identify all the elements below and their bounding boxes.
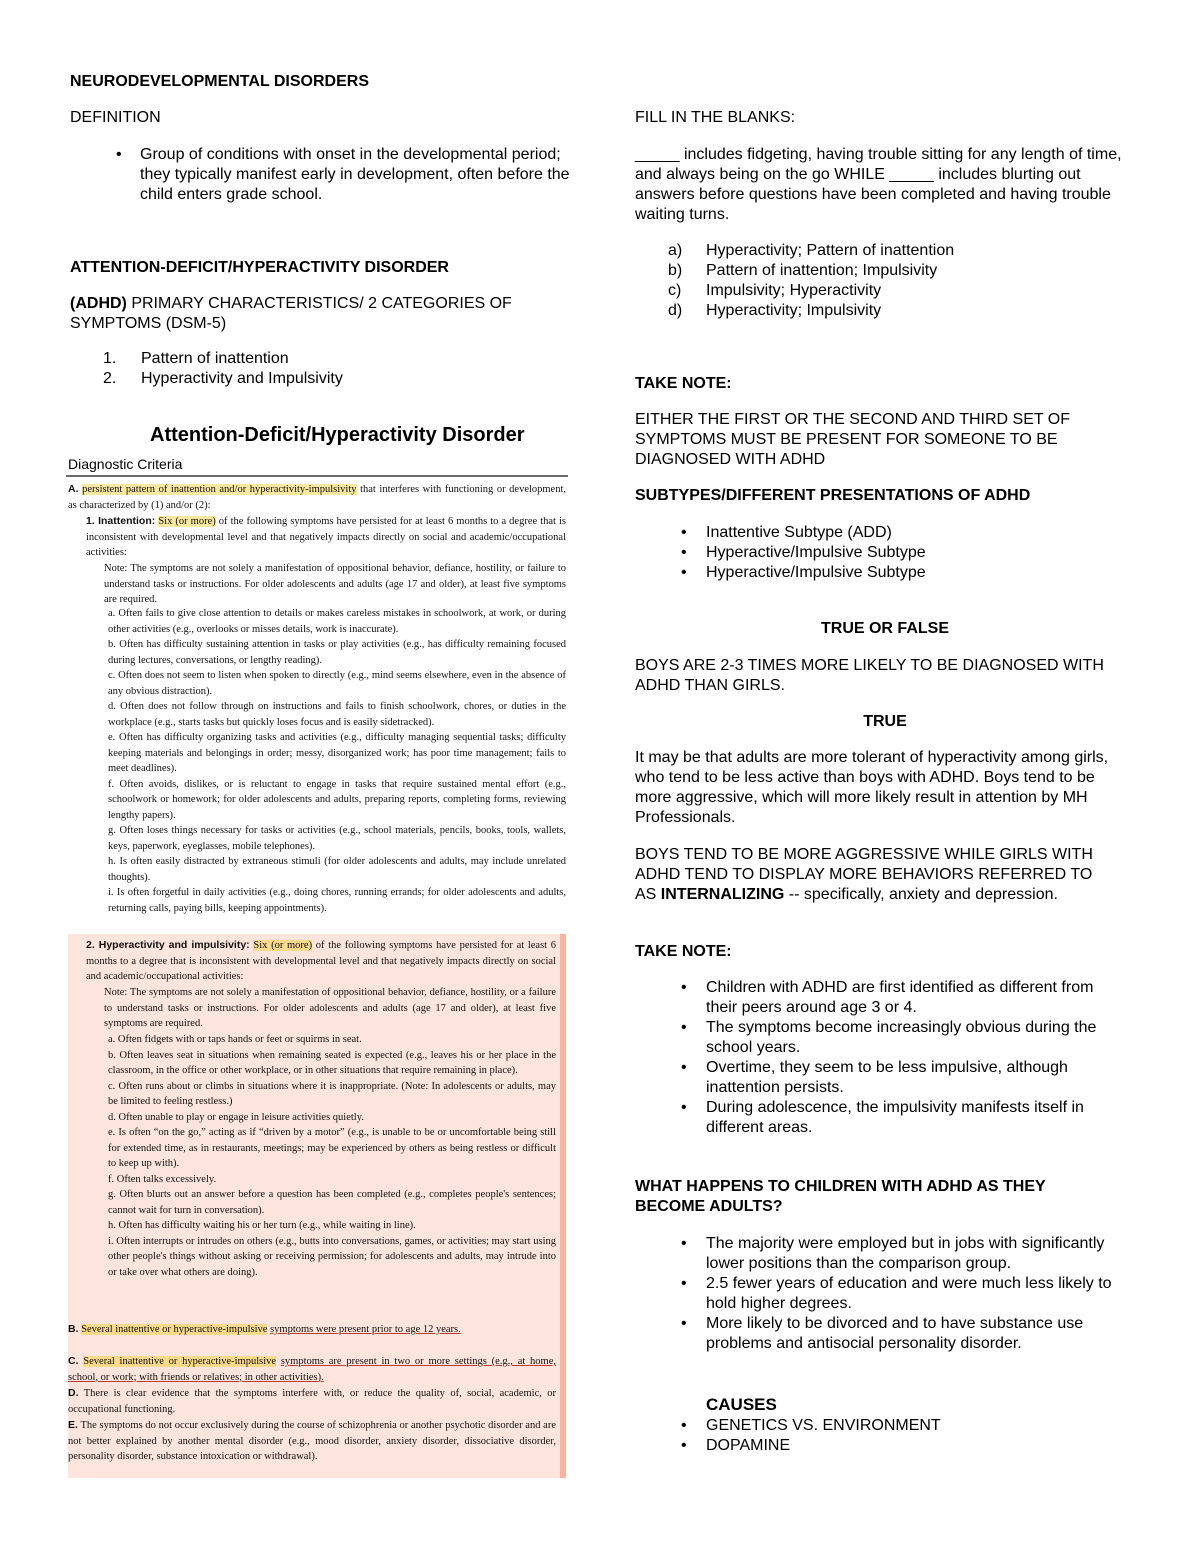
criterion-e-text: The symptoms do not occur exclusively during the course of schizophrenia or another psychotic disorder and are not better explained by another mental disorder (e.g., mood disorder, anxiety disorder, dissociative disorder, personality disorder, substance intoxication or withdrawal). bbox=[68, 1420, 556, 1462]
causes-list bbox=[635, 1416, 1127, 1456]
categories-list bbox=[70, 349, 570, 389]
criterion-c-letter: C. bbox=[68, 1355, 79, 1367]
a1-highlight: Six (or more) bbox=[158, 516, 216, 527]
true-false-heading: TRUE OR FALSE bbox=[820, 620, 949, 637]
true-false-statement: BOYS ARE 2-3 TIMES MORE LIKELY TO BE DIAGNOSED WITH ADHD THAN GIRLS. bbox=[635, 657, 1104, 694]
adults-list bbox=[635, 1234, 1127, 1354]
cause-item: • DOPAMINE bbox=[635, 1436, 1127, 1456]
choice-item bbox=[635, 261, 1135, 281]
adhd-abbrev: (ADHD) bbox=[70, 295, 127, 312]
criterion-d-text: There is clear evidence that the symptoms interfere with, or reduce the quality of, social, academic, or occupational functioning. bbox=[68, 1388, 557, 1415]
adults-heading: WHAT HAPPENS TO CHILDREN WITH ADHD AS THEY BECOME ADULTS? bbox=[635, 1178, 1046, 1215]
criterion-b-text: symptoms were present prior to age 12 years. bbox=[270, 1324, 461, 1335]
take-note-item: • Children with ADHD are first identified as different from their peers around age 3 or 4. bbox=[635, 978, 1127, 1018]
choice-item bbox=[635, 281, 1135, 301]
a2-note: Note: The symptoms are not solely a manifestation of oppositional behavior, defiance, hostility, or a failure to understand tasks or instructions. For older adolescents and adults (age 17 and older), at least five symptoms are required. bbox=[104, 987, 556, 1029]
hyperactivity-list bbox=[108, 1032, 556, 1317]
choice-text: Impulsivity; Hyperactivity bbox=[706, 282, 882, 299]
criterion-c-text: symptoms are present in two or more settings (e.g., at home, school, or work; with friends or relatives; in other activities). bbox=[68, 1356, 557, 1383]
subtypes-list bbox=[635, 523, 1135, 583]
causes-heading: CAUSES bbox=[706, 1395, 777, 1414]
cause-item: • GENETICS VS. ENVIRONMENT bbox=[635, 1416, 1127, 1436]
aggression-text-start: BOYS TEND TO BE MORE AGGRESSIVE WHILE GIRLS WITH ADHD TEND TO DISPLAY MORE BEHAVIORS REFERRED TO AS bbox=[635, 846, 1093, 903]
choice-letter: b) bbox=[668, 262, 683, 279]
inattention-item: e. Often has difficulty organizing tasks and activities (e.g., difficulty managing sequential tasks; difficulty keeping materials and belongings in order; messy, disorganized work; has poor time management; fails to meet deadlines). bbox=[108, 732, 566, 774]
take-note-item: • Overtime, they seem to be less impulsive, although inattention persists. bbox=[635, 1058, 1127, 1098]
criterion-b-letter: B. bbox=[68, 1323, 79, 1335]
inattention-item: h. Is often easily distracted by extraneous stimuli (for older adolescents and adults, may include unrelated thoughts). bbox=[108, 856, 566, 883]
hyperactivity-item: b. Often leaves seat in situations when remaining seated is expected (e.g., leaves his or her place in the classroom, in the office or other workplace, or in other situations that require remaining in place). bbox=[108, 1049, 556, 1076]
subtypes-heading: SUBTYPES/DIFFERENT PRESENTATIONS OF ADHD bbox=[635, 487, 1031, 504]
adhd-characteristics-text: PRIMARY CHARACTERISTICS/ 2 CATEGORIES OF SYMPTOMS (DSM-5) bbox=[70, 295, 512, 332]
category-num: 2. bbox=[103, 370, 117, 387]
true-false-explanation: It may be that adults are more tolerant of hyperactivity among girls, who tend to be less active than boys with ADHD. Boys tend to be more aggressive, which will more likely result in attention by MH Professionals. bbox=[635, 749, 1109, 826]
subtype-item: • Inattentive Subtype (ADD) bbox=[635, 523, 1135, 543]
choice-text: Pattern of inattention; Impulsivity bbox=[706, 262, 938, 279]
choice-letter: c) bbox=[668, 282, 682, 299]
criterion-a-highlight: persistent pattern of inattention and/or hyperactivity-impulsivity bbox=[82, 484, 357, 495]
aggression-text bbox=[635, 845, 1115, 905]
fill-blanks-label: FILL IN THE BLANKS: bbox=[635, 109, 796, 126]
figure-title: Attention-Deficit/Hyperactivity Disorder bbox=[150, 424, 525, 446]
take-note-item: • During adolescence, the impulsivity manifests itself in different areas. bbox=[635, 1098, 1127, 1138]
inattention-item: i. Is often forgetful in daily activities (e.g., doing chores, running errands; for older adolescents and adults, returning calls, paying bills, keeping appointments). bbox=[108, 887, 566, 914]
hyperactivity-item: i. Often interrupts or intrudes on others (e.g., butts into conversations, games, or activities; may start using other people's things without asking or receiving permission; for adolescents and adults, may intrude into or take over what others are doing). bbox=[108, 1235, 556, 1278]
adults-item: • More likely to be divorced and to have substance use problems and antisocial personality disorder. bbox=[635, 1314, 1127, 1354]
criterion-e-letter: E. bbox=[68, 1419, 78, 1431]
internalizing-term: INTERNALIZING bbox=[660, 886, 785, 903]
adhd-heading: ATTENTION-DEFICIT/HYPERACTIVITY DISORDER bbox=[70, 259, 449, 276]
choice-text: Hyperactivity; Pattern of inattention bbox=[706, 242, 955, 259]
criterion-b bbox=[68, 1322, 556, 1338]
criterion-b-highlight: Several inattentive or hyperactive-impulsive bbox=[81, 1324, 268, 1335]
criterion-c bbox=[68, 1354, 556, 1385]
figure-rule bbox=[66, 475, 568, 477]
adhd-characteristics bbox=[70, 294, 570, 334]
inattention-item: b. Often has difficulty sustaining attention in tasks or play activities (e.g., has difficulty remaining focused during lectures, conversations, or lengthy reading). bbox=[108, 639, 566, 666]
category-text: Pattern of inattention bbox=[141, 350, 289, 367]
hyperactivity-item: c. Often runs about or climbs in situations where it is inappropriate. (Note: In adolescents or adults, may be limited to feeling restless.) bbox=[108, 1080, 556, 1107]
choice-item bbox=[635, 241, 1135, 261]
criterion-a1 bbox=[86, 514, 566, 561]
inattention-item: f. Often avoids, dislikes, or is reluctant to engage in tasks that require sustained mental effort (e.g., schoolwork or homework; for older adolescents and adults, preparing reports, completing forms, reviewing lengthy papers). bbox=[108, 778, 566, 821]
inattention-item: c. Often does not seem to listen when spoken to directly (e.g., mind seems elsewhere, even in the absence of any obvious distraction). bbox=[108, 670, 566, 697]
a2-label: 2. Hyperactivity and impulsivity: bbox=[86, 939, 250, 951]
hyperactivity-margin-bar bbox=[560, 934, 566, 1478]
criterion-a-text: that interferes with functioning or development, as characterized by (1) and/or (2): bbox=[68, 484, 567, 511]
take-note-list bbox=[635, 978, 1127, 1138]
choice-letter: d) bbox=[668, 302, 683, 319]
fill-blanks-question: _____ includes fidgeting, having trouble sitting for any length of time, and always being on the go WHILE _____ includes blurting out answers before questions have been completed and having trouble waiting turns. bbox=[635, 146, 1122, 223]
adults-item: • 2.5 fewer years of education and were much less likely to hold higher degrees. bbox=[635, 1274, 1127, 1314]
dsm-criteria-figure bbox=[66, 418, 570, 1480]
subtype-item: • Hyperactive/Impulsive Subtype bbox=[635, 563, 1135, 583]
category-item bbox=[70, 369, 570, 389]
take-note-heading-1: TAKE NOTE: bbox=[635, 375, 732, 392]
figure-subtitle: Diagnostic Criteria bbox=[68, 456, 183, 472]
criterion-e bbox=[68, 1418, 556, 1465]
hyperactivity-item: g. Often blurts out an answer before a question has been completed (e.g., completes people's sentences; cannot wait for turn in conversation). bbox=[108, 1189, 556, 1216]
hyperactivity-item: d. Often unable to play or engage in leisure activities quietly. bbox=[108, 1111, 364, 1123]
choices-list bbox=[635, 241, 1135, 321]
criterion-a-letter: A. bbox=[68, 483, 79, 495]
hyperactivity-item: e. Is often “on the go,” acting as if “driven by a motor” (e.g., is unable to be or uncomfortable being still for extended time, as in restaurants, meetings; may be experienced by others as being restless or difficult to keep up with). bbox=[108, 1127, 556, 1169]
choice-item bbox=[635, 301, 1135, 321]
subtype-item: • Hyperactive/Impulsive Subtype bbox=[635, 543, 1135, 563]
document-title: NEURODEVELOPMENTAL DISORDERS bbox=[70, 73, 369, 90]
category-text: Hyperactivity and Impulsivity bbox=[141, 370, 343, 387]
hyperactivity-item: h. Often has difficulty waiting his or her turn (e.g., while waiting in line). bbox=[108, 1220, 416, 1231]
criterion-d-letter: D. bbox=[68, 1387, 79, 1399]
definition-list bbox=[70, 145, 570, 205]
take-note-item: • The symptoms become increasingly obvious during the school years. bbox=[635, 1018, 1127, 1058]
a1-note: Note: The symptoms are not solely a manifestation of oppositional behavior, defiance, hostility, or failure to understand tasks or instructions. For older adolescents and adults (age 17 and older), at least five symptoms are required. bbox=[104, 563, 566, 605]
choice-text: Hyperactivity; Impulsivity bbox=[706, 302, 882, 319]
inattention-item: d. Often does not follow through on instructions and fails to finish schoolwork, chores, or duties in the workplace (e.g., starts tasks but quickly loses focus and is easily sidetracked). bbox=[108, 701, 566, 728]
take-note-text-1: EITHER THE FIRST OR THE SECOND AND THIRD SET OF SYMPTOMS MUST BE PRESENT FOR SOMEONE TO BE DIAGNOSED WITH ADHD bbox=[635, 411, 1071, 468]
definition-label: DEFINITION bbox=[70, 109, 161, 126]
inattention-item: a. Often fails to give close attention to details or makes careless mistakes in schoolwork, at work, or during other activities (e.g., overlooks or misses details, work is inaccurate). bbox=[108, 608, 566, 635]
hyperactivity-item: f. Often talks excessively. bbox=[108, 1173, 217, 1185]
take-note-heading-2: TAKE NOTE: bbox=[635, 943, 732, 960]
category-num: 1. bbox=[103, 350, 117, 367]
choice-letter: a) bbox=[668, 242, 683, 259]
adults-item: • The majority were employed but in jobs with significantly lower positions than the comparison group. bbox=[635, 1234, 1127, 1274]
criterion-a2 bbox=[86, 938, 556, 985]
criterion-c-highlight: Several inattentive or hyperactive-impulsive bbox=[83, 1356, 277, 1367]
inattention-list bbox=[108, 606, 566, 922]
definition-text: • Group of conditions with onset in the developmental period; they typically manifest early in development, often before the child enters grade school. bbox=[70, 145, 570, 205]
a2-text: of the following symptoms have persisted for at least 6 months to a degree that is inconsistent with developmental level and that negatively impacts directly on social and academic/occupational activities: bbox=[86, 940, 557, 982]
hyperactivity-item: a. Often fidgets with or taps hands or feet or squirms in seat. bbox=[108, 1034, 362, 1045]
a1-text: of the following symptoms have persisted for at least 6 months to a degree that is inconsistent with developmental level and that negatively impacts directly on social and academic/occupational activities: bbox=[86, 516, 566, 558]
a1-label: 1. Inattention: bbox=[86, 515, 156, 527]
a2-highlight: Six (or more) bbox=[253, 940, 313, 951]
category-item bbox=[70, 349, 570, 369]
aggression-text-end: -- specifically, anxiety and depression. bbox=[784, 886, 1058, 903]
inattention-item: g. Often loses things necessary for tasks or activities (e.g., school materials, pencils, books, tools, wallets, keys, paperwork, eyeglasses, mobile telephones). bbox=[108, 825, 566, 852]
true-false-answer: TRUE bbox=[863, 713, 907, 730]
criterion-a bbox=[68, 482, 566, 513]
criterion-d bbox=[68, 1386, 556, 1417]
